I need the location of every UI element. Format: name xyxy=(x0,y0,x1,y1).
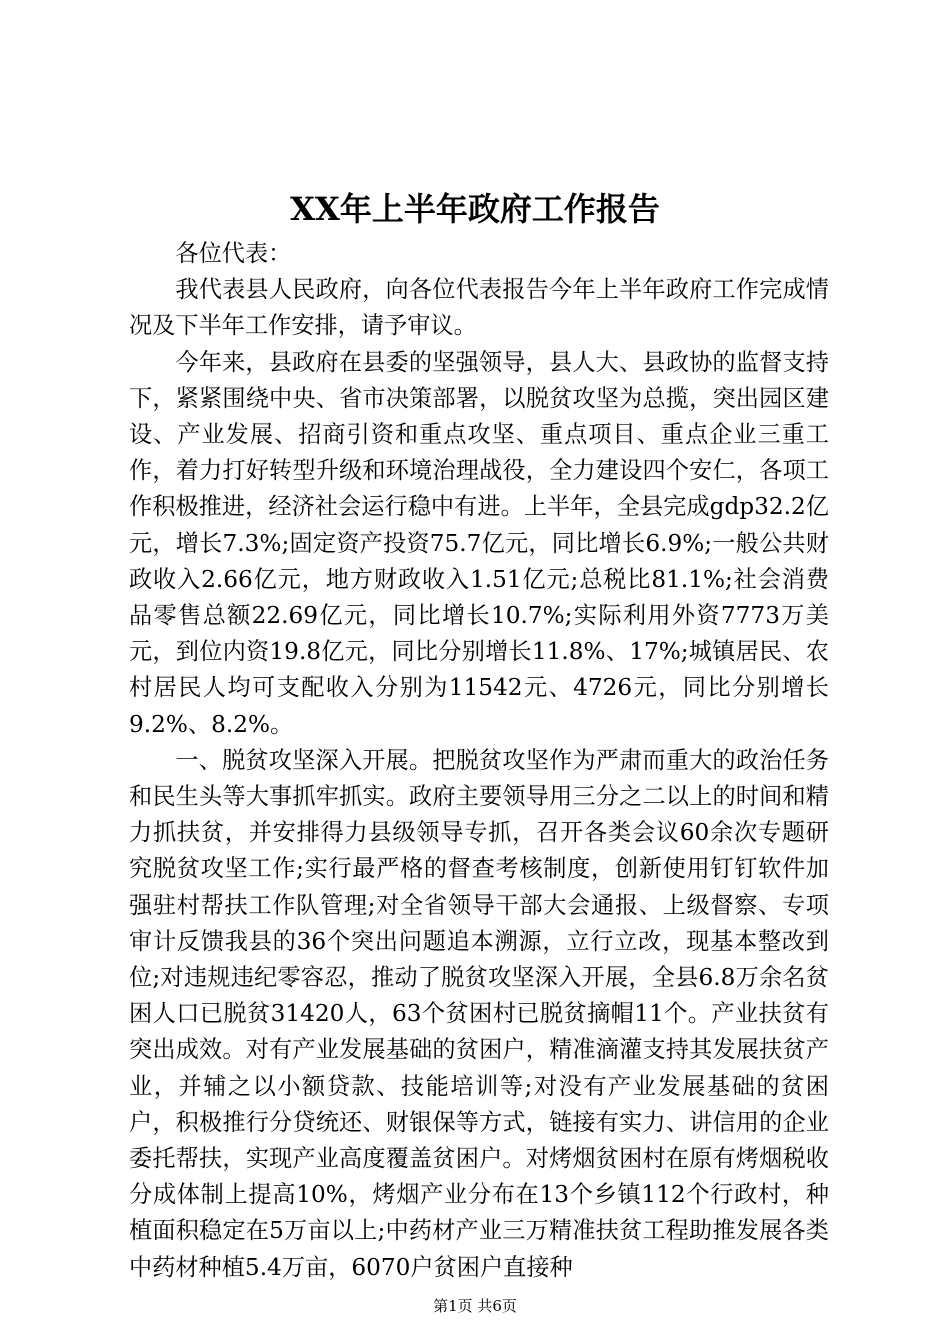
paragraph-salutation: 各位代表： xyxy=(175,240,292,267)
document-title: XX年上半年政府工作报告 xyxy=(290,190,660,228)
paragraph-poverty-alleviation: 一、脱贫攻坚深入开展。把脱贫攻坚作为严肃而重大的政治任务和民生头等大事抓牢抓实。政府主要领导用三分之二以上的时间和精力抓扶贫，并安排得力县级领导专抓，召开各类会议60余次专题研究脱贫攻坚工作;实行最严格的督查考核制度，创新使用钉钉软件加强驻村帮扶工作队管理;对全省领导干部大会通报、上级督察、专项审计反馈我县的36个突出问题追本溯源，立行立改，现基本整改到位;对违规违纪零容忍，推动了脱贫攻坚深入开展，全县6.8万余名贫困人口已脱贫31420人，63个贫困村已脱贫摘帽11个。产业扶贫有突出成效。对有产业发展基础的贫困户，精准滴灌支持其发展扶贫产业，并辅之以小额贷款、技能培训等;对没有产业发展基础的贫困户，积极推行分贷统还、财银保等方式，链接有实力、讲信用的企业委托帮扶，实现产业高度覆盖贫困户。对烤烟贫困村在原有烤烟税收分成体制上提高10%，烤烟产业分布在13个乡镇112个行政村，种植面积稳定在5万亩以上;中药材产业三万精准扶贫工程助推发展各类中药材种植5.4万亩，6070户贫困户直接种 xyxy=(129,746,829,1281)
paragraph-overview: 今年来，县政府在县委的坚强领导，县人大、县政协的监督支持下，紧紧围绕中央、省市决策部署，以脱贫攻坚为总揽，突出园区建设、产业发展、招商引资和重点攻坚、重点项目、重点企业三重工作，着力打好转型升级和环境治理战役，全力建设四个安仁，各项工作积极推进，经济社会运行稳中有进。上半年，全县完成gdp32.2亿元，增长7.3%;固定资产投资75.7亿元，同比增长6.9%;一般公共财政收入2.66亿元，地方财政收入1.51亿元;总税比81.1%;社会消费品零售总额22.69亿元，同比增长10.7%;实际利用外资7773万美元，到位内资19.8亿元，同比分别增长11.8%、17%;城镇居民、农村居民人均可支配收入分别为11542元、4726元，同比分别增长9.2%、8.2%。 xyxy=(129,348,829,738)
document-body xyxy=(129,236,829,1286)
page-footer: 第1页 共6页 xyxy=(433,1297,517,1315)
paragraph-intro: 我代表县人民政府，向各位代表报告今年上半年政府工作完成情况及下半年工作安排，请予审议。 xyxy=(129,276,829,340)
